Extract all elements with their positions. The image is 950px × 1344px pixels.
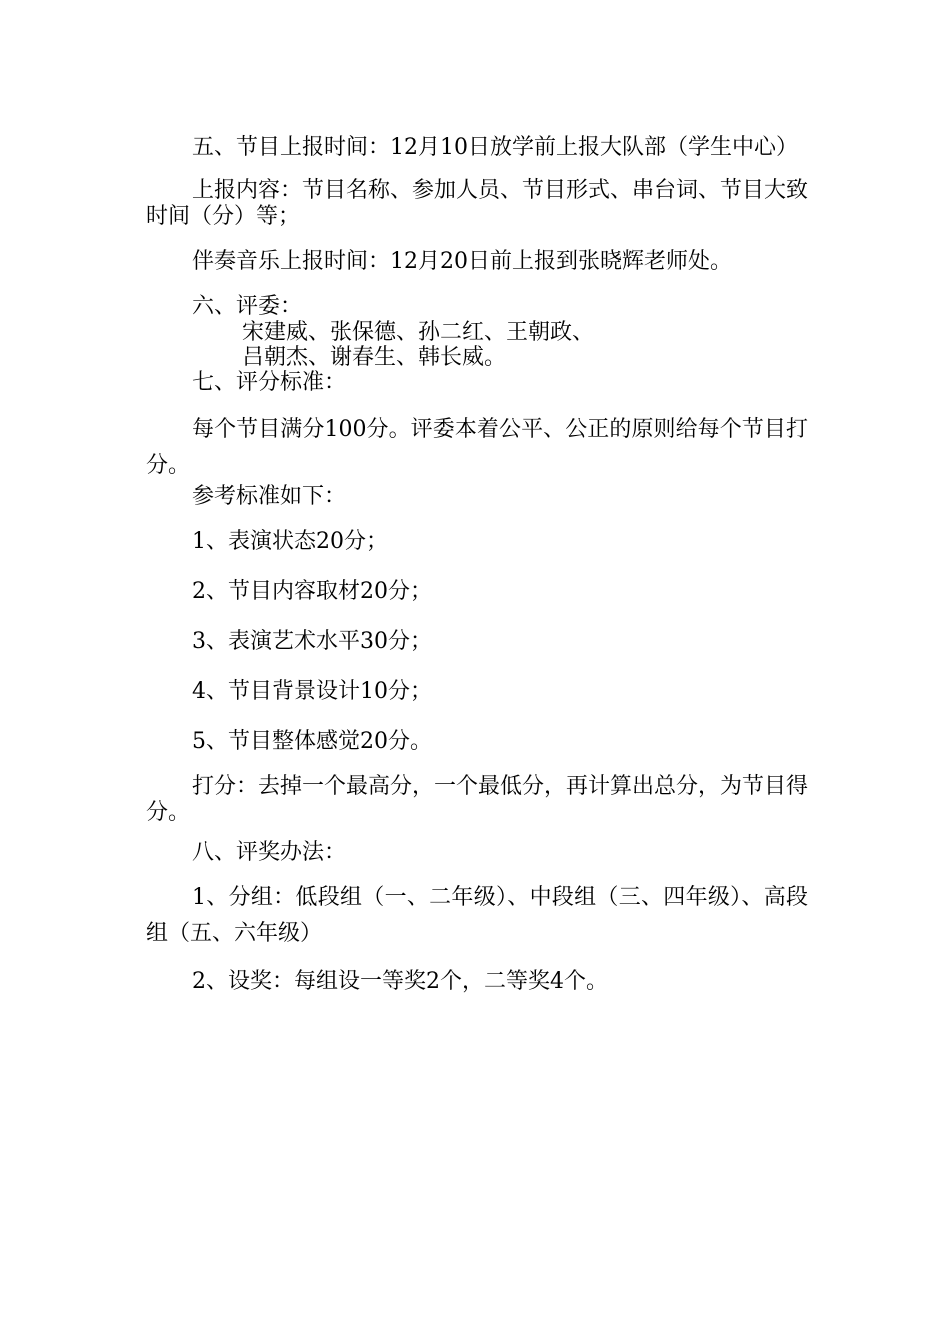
section-6-title: 六、评委： xyxy=(192,294,303,319)
section-5-music-deadline: 伴奏音乐上报时间：12月20日前上报到张晓辉老师处。 xyxy=(192,249,732,274)
judges-line-2: 吕朝杰、谢春生、韩长威。 xyxy=(242,345,507,370)
criteria-item: 4、节目背景设计10分； xyxy=(192,679,432,704)
section-5-report-time: 五、节目上报时间：12月10日放学前上报大队部（学生中心） xyxy=(192,135,798,160)
judges-line-1: 宋建威、张保德、孙二红、王朝政、 xyxy=(242,320,595,345)
criteria-item: 1、表演状态20分； xyxy=(192,529,388,554)
section-5-report-content: 上报内容：节目名称、参加人员、节目形式、串台词、节目大致时间（分）等； xyxy=(146,178,809,229)
section-8-title: 八、评奖办法： xyxy=(192,840,347,865)
section-8-groups: 1、分组：低段组（一、二年级）、中段组（三、四年级）、高段组（五、六年级） xyxy=(146,885,808,946)
section-7-full-score: 每个节目满分100分。评委本着公平、公正的原则给每个节目打分。 xyxy=(146,417,808,478)
document-page xyxy=(146,130,808,1000)
section-8-awards: 2、设奖：每组设一等奖2个，二等奖4个。 xyxy=(192,969,608,994)
criteria-item: 3、表演艺术水平30分； xyxy=(192,629,432,654)
criteria-item: 2、节目内容取材20分； xyxy=(192,579,432,604)
section-7-title: 七、评分标准： xyxy=(192,370,347,395)
judges-list xyxy=(146,320,808,370)
section-7-scoring-rule: 打分：去掉一个最高分，一个最低分，再计算出总分，为节目得分。 xyxy=(146,774,809,825)
criteria-item: 5、节目整体感觉20分。 xyxy=(192,729,432,754)
section-7-reference: 参考标准如下： xyxy=(192,484,347,509)
